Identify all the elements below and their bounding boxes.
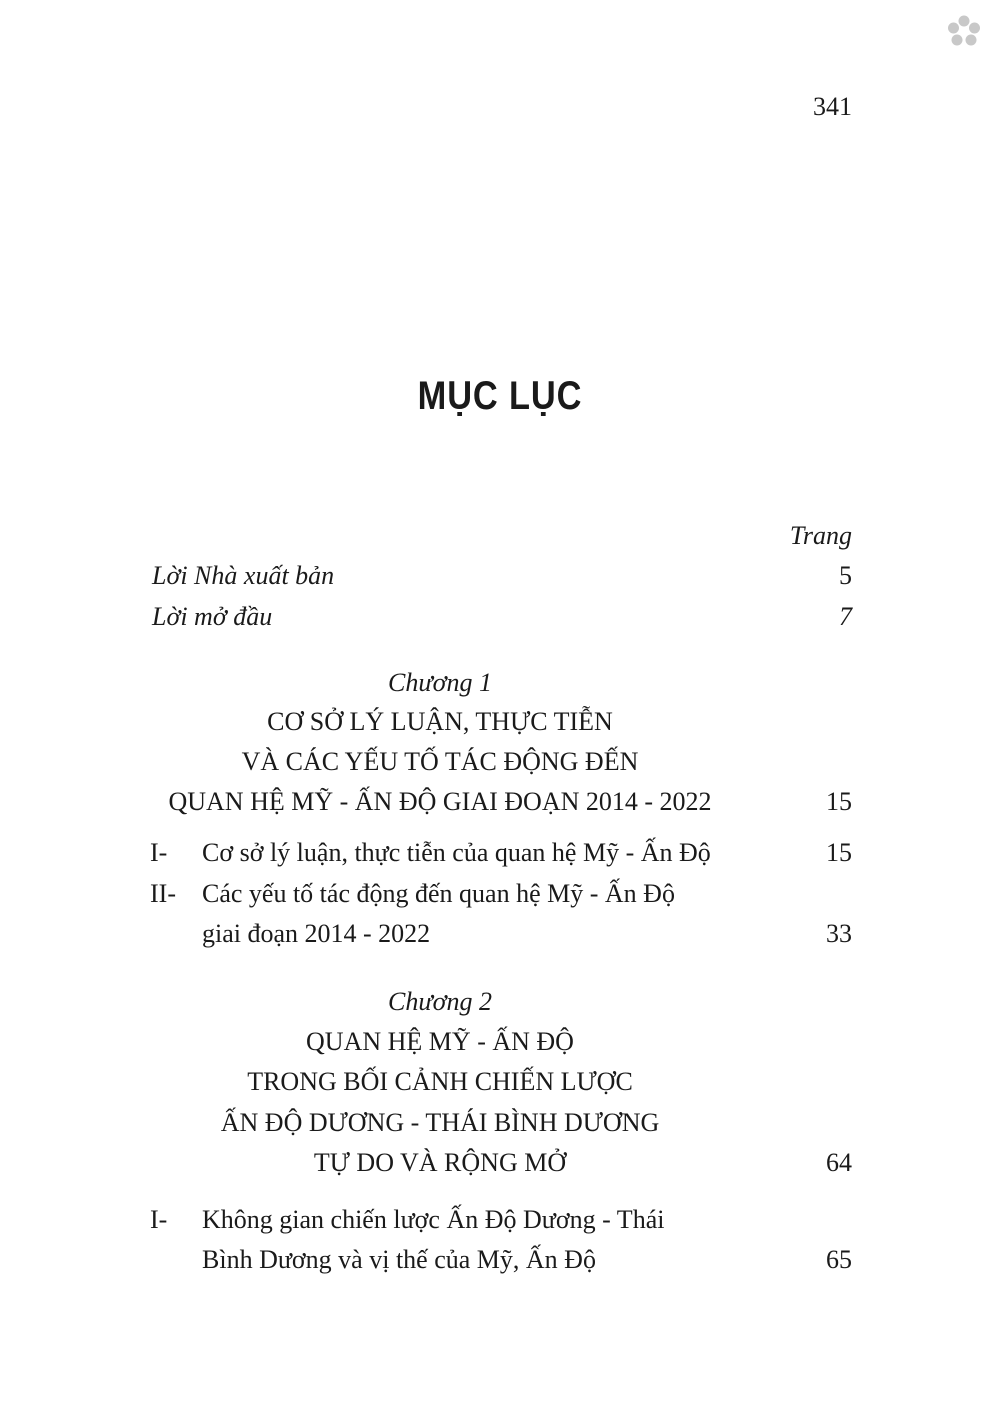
toc-section-entry-continued[interactable]: giai đoạn 2014 - 2022 xyxy=(202,919,431,948)
page-column-label: Trang xyxy=(789,521,852,550)
page-title: MỤC LỤC xyxy=(417,374,583,418)
chapter-heading[interactable]: Chương 2 xyxy=(388,987,492,1016)
section-numeral: I- xyxy=(150,1205,168,1234)
chapter-title-line: ẤN ĐỘ DƯƠNG - THÁI BÌNH DƯƠNG xyxy=(220,1108,660,1137)
toc-section-entry-continued[interactable]: Bình Dương và vị thế của Mỹ, Ấn Độ xyxy=(202,1245,596,1274)
chapter-title-line: VÀ CÁC YẾU TỐ TÁC ĐỘNG ĐẾN xyxy=(241,747,639,776)
toc-page-number: 5 xyxy=(839,561,852,590)
toc-entry-publisher-note[interactable]: Lời Nhà xuất bản xyxy=(152,561,335,590)
chapter-heading[interactable]: Chương 1 xyxy=(388,668,492,697)
chapter-title-line: QUAN HỆ MỸ - ẤN ĐỘ GIAI ĐOẠN 2014 - 2022 xyxy=(168,787,712,816)
chapter-title-line: TRONG BỐI CẢNH CHIẾN LƯỢC xyxy=(247,1067,633,1096)
page-number: 341 xyxy=(813,92,852,121)
toc-page-number: 15 xyxy=(826,838,852,867)
toc-page-number: 33 xyxy=(826,919,852,948)
toc-entry-introduction[interactable]: Lời mở đầu xyxy=(152,602,273,631)
chapter-title-line: QUAN HỆ MỸ - ẤN ĐỘ xyxy=(306,1027,574,1056)
chapter-title-line: TỰ DO VÀ RỘNG MỞ xyxy=(313,1148,567,1177)
toc-page-number: 7 xyxy=(839,602,852,631)
toc-page-number: 65 xyxy=(826,1245,852,1274)
section-numeral: II- xyxy=(150,879,176,908)
publisher-logo-icon xyxy=(946,14,982,50)
chapter-title-line: CƠ SỞ LÝ LUẬN, THỰC TIỄN xyxy=(267,707,613,736)
toc-section-entry[interactable]: Các yếu tố tác động đến quan hệ Mỹ - Ấn Độ xyxy=(202,879,675,908)
toc-section-entry[interactable]: Không gian chiến lược Ấn Độ Dương - Thái xyxy=(202,1205,665,1234)
toc-page-number: 64 xyxy=(826,1148,852,1177)
section-numeral: I- xyxy=(150,838,168,867)
toc-section-entry[interactable]: Cơ sở lý luận, thực tiễn của quan hệ Mỹ - Ấn Độ xyxy=(202,838,711,867)
toc-page-number: 15 xyxy=(826,787,852,816)
